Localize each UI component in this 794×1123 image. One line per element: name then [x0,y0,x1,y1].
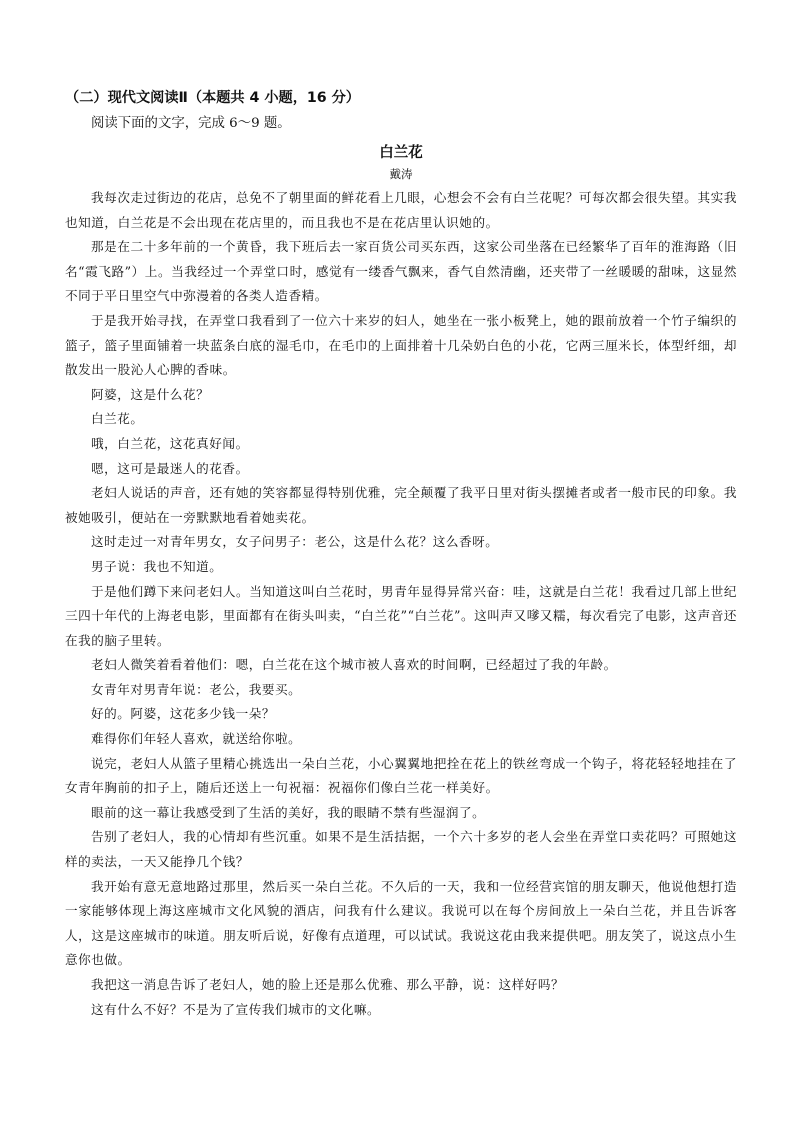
paragraph: 嗯，这可是最迷人的花香。 [91,460,249,476]
paragraph: 我每次走过街边的花店，总免不了朝里面的鲜花看上几眼，心想会不会有白兰花呢？可每次都会很失望。其实我也知道，白兰花是不会出现在花店里的，而且我也不是在花店里认识她的。 [65,190,737,230]
paragraph: 阿婆，这是什么花？ [91,386,210,402]
paragraph: 好的。阿婆，这花多少钱一朵？ [91,706,276,722]
paragraph: 告别了老妇人，我的心情却有些沉重。如果不是生活拮据，一个六十多岁的老人会坐在弄堂口卖花吗？可照她这样的卖法，一天又能挣几个钱？ [65,829,737,870]
paragraph: 老妇人说话的声音，还有她的笑容都显得特别优雅，完全颠覆了我平日里对街头摆摊者或者一般市民的印象。我被她吸引，便站在一旁默默地看着她卖花。 [65,485,737,525]
paragraph: 于是我开始寻找，在弄堂口我看到了一位六十来岁的妇人，她坐在一张小板凳上，她的跟前放着一个竹子编织的篮子，篮子里面铺着一块蓝条白底的湿毛巾，在毛巾的上面排着十几朵奶白色的小花，它两三厘米长，体型纤细，却散发出一股沁人心脾的香味。 [65,312,737,378]
article-author: 戴涛 [389,167,413,181]
paragraph: 女青年对男青年说：老公，我要买。 [91,681,302,697]
document-page [65,88,737,1022]
paragraph: 难得你们年轻人喜欢，就送给你啦。 [91,731,302,747]
paragraph: 哦，白兰花，这花真好闻。 [91,435,249,451]
paragraph: 于是他们蹲下来问老妇人。当知道这叫白兰花时，男青年显得异常兴奋：哇，这就是白兰花！我看过几部上世纪三四十年代的上海老电影，里面都有在街头叫卖，“白兰花”“白兰花”。这叫声又嗲又糯，每次看完了电影，这声音还在我的脑子里转。 [65,583,737,648]
paragraph: 男子说：我也不知道。 [91,558,223,574]
paragraph: 眼前的这一幕让我感受到了生活的美好，我的眼睛不禁有些湿润了。 [91,804,486,820]
paragraph: 白兰花。 [91,411,144,427]
paragraph: 这时走过一对青年男女，女子问男子：老公，这是什么花？这么香呀。 [91,534,499,550]
section-heading: （二）现代文阅读Ⅱ（本题共 4 小题，16 分） [65,90,360,106]
paragraph: 老妇人微笑着看着他们：嗯，白兰花在这个城市被人喜欢的时间啊，已经超过了我的年龄。 [91,657,617,673]
paragraph: 那是在二十多年前的一个黄昏，我下班后去一家百货公司买东西，这家公司坐落在已经繁华了百年的淮海路（旧名“霞飞路”）上。当我经过一个弄堂口时，感觉有一缕香气飘来，香气自然清幽，还夹带了一丝暖暖的甜味，这显然不同于平日里空气中弥漫着的各类人造香精。 [65,239,737,304]
article-body [65,186,737,1022]
paragraph: 我开始有意无意地路过那里，然后买一朵白兰花。不久后的一天，我和一位经营宾馆的朋友聊天，他说他想打造一家能够体现上海这座城市文化风貌的酒店，问我有什么建议。我说可以在每个房间放上一朵白兰花，并且告诉客人，这是这座城市的味道。朋友听后说，好像有点道理，可以试试。我说这花由我来提供吧。朋友笑了，说这点小生意你也做。 [65,878,737,968]
article-title: 白兰花 [379,145,423,161]
paragraph: 这有什么不好？不是为了宣传我们城市的文化嘛。 [91,1001,381,1017]
paragraph: 说完，老妇人从篮子里精心挑选出一朵白兰花，小心翼翼地把拴在花上的铁丝弯成一个钩子，将花轻轻地挂在了女青年胸前的扣子上，随后还送上一句祝福：祝福你们像白兰花一样美好。 [65,755,737,796]
paragraph: 我把这一消息告诉了老妇人，她的脸上还是那么优雅、那么平静，说：这样好吗？ [91,977,565,992]
reading-instruction: 阅读下面的文字，完成 6～9 题。 [91,116,291,131]
